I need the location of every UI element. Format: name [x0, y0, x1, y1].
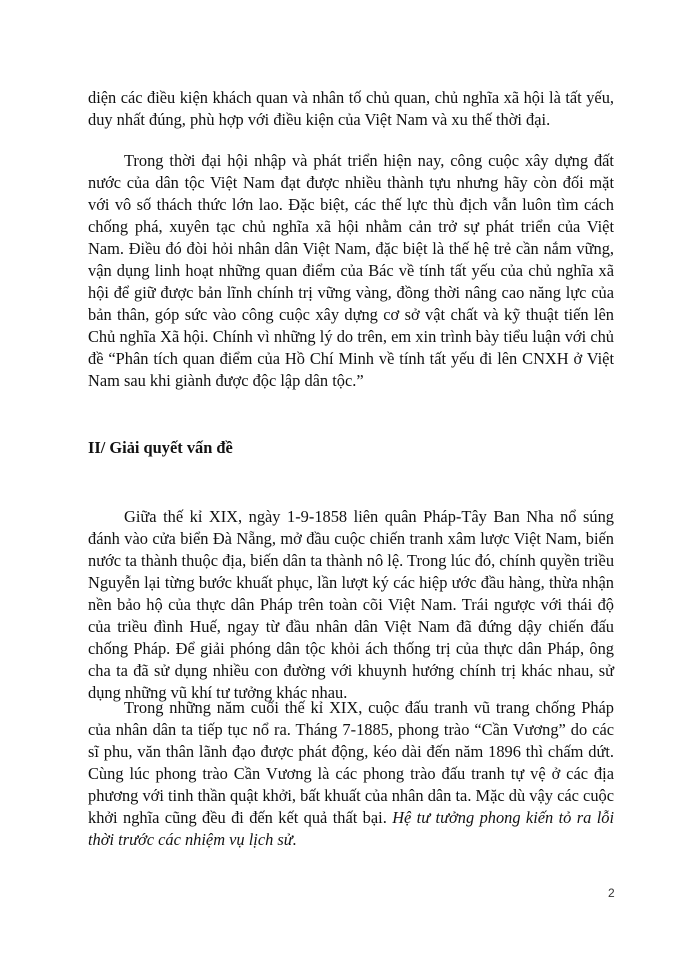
paragraph-4-italic-text: Hệ tư tưởng phong kiến tỏ ra lỗi thời trước các nhiệm vụ lịch sử.	[88, 808, 614, 849]
section-heading: II/ Giải quyết vấn đề	[88, 438, 233, 457]
paragraph-4	[88, 697, 614, 851]
paragraph-1: diện các điều kiện khách quan và nhân tố chủ quan, chủ nghĩa xã hội là tất yếu, duy nhất đúng, phù hợp với điều kiện của Việt Nam và xu thế thời đại.	[88, 88, 614, 129]
page-number: 2	[608, 886, 615, 900]
paragraph-3: Giữa thế kỉ XIX, ngày 1-9-1858 liên quân Pháp-Tây Ban Nha nổ súng đánh vào cửa biển Đà Nẵng, mở đầu cuộc chiến tranh xâm lược Việt Nam, biến nước ta thành thuộc địa, biến dân ta thành nô lệ. Trong lúc đó, chính quyền triều Nguyễn lại từng bước khuất phục, lần lượt ký các hiệp ước đầu hàng, thừa nhận nền bảo hộ của thực dân Pháp trên toàn cõi Việt Nam. Trái ngược với thái độ của triều đình Huế, ngay từ đầu nhân dân Việt Nam đã đứng dậy chiến đấu chống Pháp. Để giải phóng dân tộc khỏi ách thống trị của thực dân Pháp, ông cha ta đã sử dụng nhiều con đường với khuynh hướng chính trị khác nhau, sử dụng những vũ khí tư tưởng khác nhau.	[88, 507, 615, 702]
paragraph-4-text: Trong những năm cuối thế kỉ XIX, cuộc đấu tranh vũ trang chống Pháp của nhân dân ta tiếp tục nổ ra. Tháng 7-1885, phong trào “Cần Vương” do các sĩ phu, văn thân lãnh đạo được phát động, kéo dài đến năm 1896 thì chấm dứt. Cùng lúc phong trào Cần Vương là các phong trào đấu tranh tự vệ ở các địa phương với tinh thần quật khởi, bất khuất của nhân dân ta. Mặc dù vậy các cuộc khởi nghĩa cũng đều đi đến kết quả thất bại.	[88, 698, 614, 827]
paragraph-2: Trong thời đại hội nhập và phát triển hiện nay, công cuộc xây dựng đất nước của dân tộc Việt Nam đạt được nhiều thành tựu nhưng hãy còn đối mặt với vô số thách thức lớn lao. Đặc biệt, các thế lực thù địch vẫn luôn tìm cách chống phá, xuyên tạc chủ nghĩa xã hội nhằm cản trở sự phát triển của Việt Nam. Điều đó đòi hỏi nhân dân Việt Nam, đặc biệt là thế hệ trẻ cần nắm vững, vận dụng linh hoạt những quan điểm của Bác về tính tất yếu của chủ nghĩa xã hội để giữ được bản lĩnh chính trị vững vàng, đồng thời nâng cao năng lực của bản thân, góp sức vào công cuộc xây dựng cơ sở vật chất và kỹ thuật tiến lên Chủ nghĩa Xã hội. Chính vì những lý do trên, em xin trình bày tiểu luận với chủ đề “Phân tích quan điểm của Hồ Chí Minh về tính tất yếu đi lên CNXH ở Việt Nam sau khi giành được độc lập dân tộc.”	[88, 151, 614, 390]
